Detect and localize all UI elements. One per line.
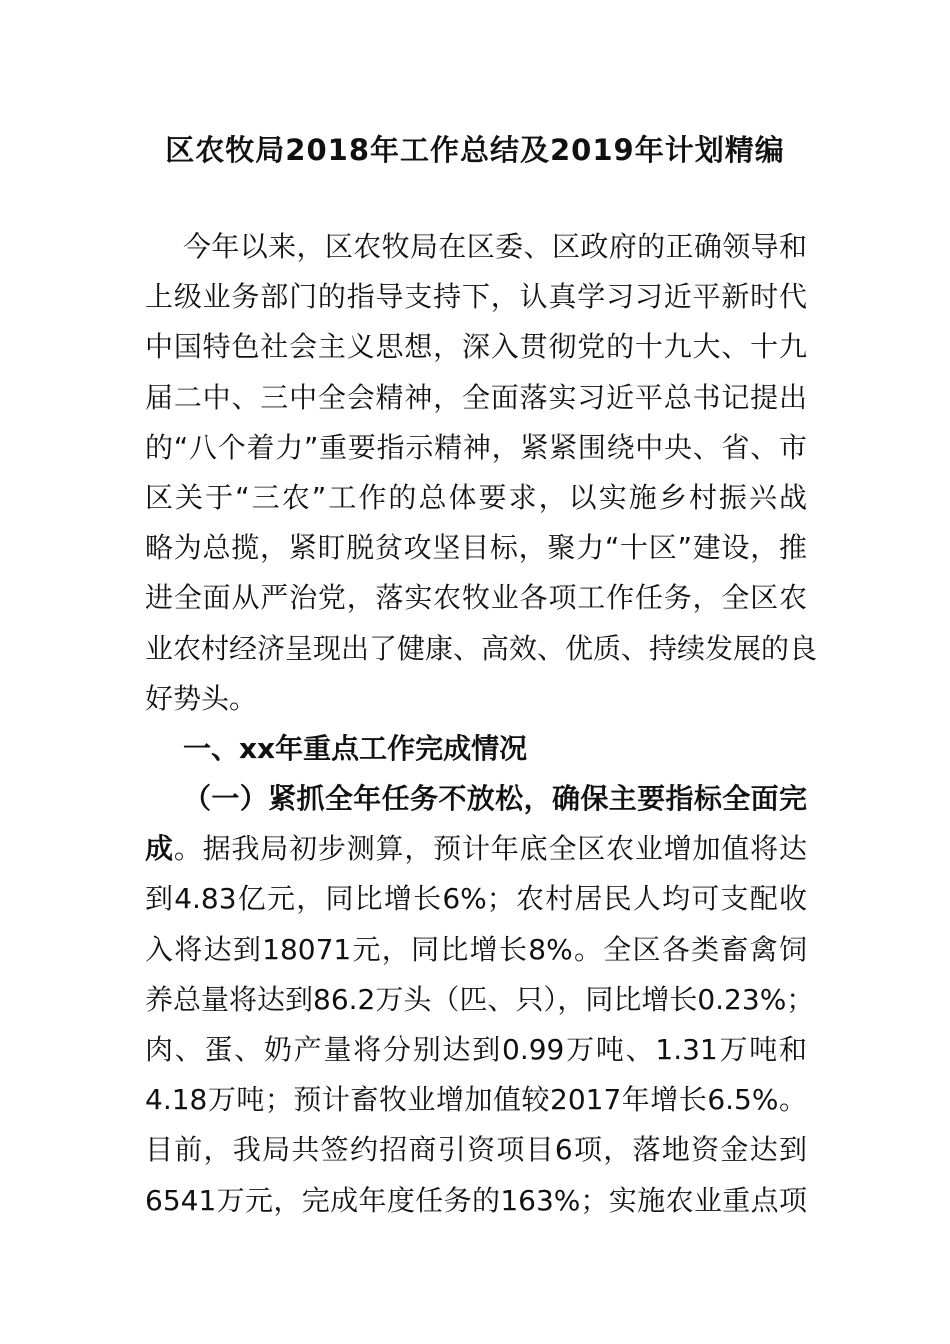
intro-line: 的“八个着力”重要指示精神，紧紧围绕中央、省、市 (145, 430, 807, 464)
intro-line: 届二中、三中全会精神，全面落实习近平总书记提出 (145, 380, 807, 414)
subsection-heading-end: 成 (145, 832, 174, 866)
section-heading: 一、xx年重点工作完成情况 (183, 731, 528, 765)
intro-line: 区关于“三农”工作的总体要求，以实施乡村振兴战 (145, 480, 807, 514)
document-title: 区农牧局2018年工作总结及2019年计划精编 (165, 133, 785, 167)
intro-line: 上级业务部门的指导支持下，认真学习习近平新时代 (145, 280, 807, 314)
subsection-line: 入将达到18071元，同比增长8%。全区各类畜禽饲 (145, 932, 807, 966)
subsection-line: 目前，我局共签约招商引资项目6项，落地资金达到 (145, 1133, 807, 1167)
intro-line: 业农村经济呈现出了健康、高效、优质、持续发展的良 (145, 631, 818, 665)
subsection-line (145, 824, 807, 874)
document-body (145, 222, 818, 1226)
subsection-line: 到4.83亿元，同比增长6%；农村居民人均可支配收 (145, 882, 807, 916)
subsection-line: 6541万元，完成年度任务的163%；实施农业重点项 (145, 1183, 807, 1217)
intro-line: 略为总揽，紧盯脱贫攻坚目标，聚力“十区”建设，推 (145, 531, 807, 565)
intro-line: 好势头。 (145, 681, 258, 715)
intro-line: 进全面从严治党，落实农牧业各项工作任务，全区农 (145, 581, 807, 615)
subsection-heading: （一）紧抓全年任务不放松，确保主要指标全面完 (183, 782, 807, 816)
intro-line: 今年以来，区农牧局在区委、区政府的正确领导和 (183, 230, 807, 263)
intro-line: 中国特色社会主义思想，深入贯彻党的十九大、十九 (145, 330, 807, 364)
subsection-line: 养总量将达到86.2万头（匹、只），同比增长0.23%； (145, 982, 815, 1016)
subsection-line: 肉、蛋、奶产量将分别达到0.99万吨、1.31万吨和 (145, 1033, 807, 1066)
subsection-line: 4.18万吨；预计畜牧业增加值较2017年增长6.5%。 (145, 1083, 807, 1117)
subsection-line-text: 。据我局初步测算，预计年底全区农业增加值将达 (173, 832, 807, 866)
